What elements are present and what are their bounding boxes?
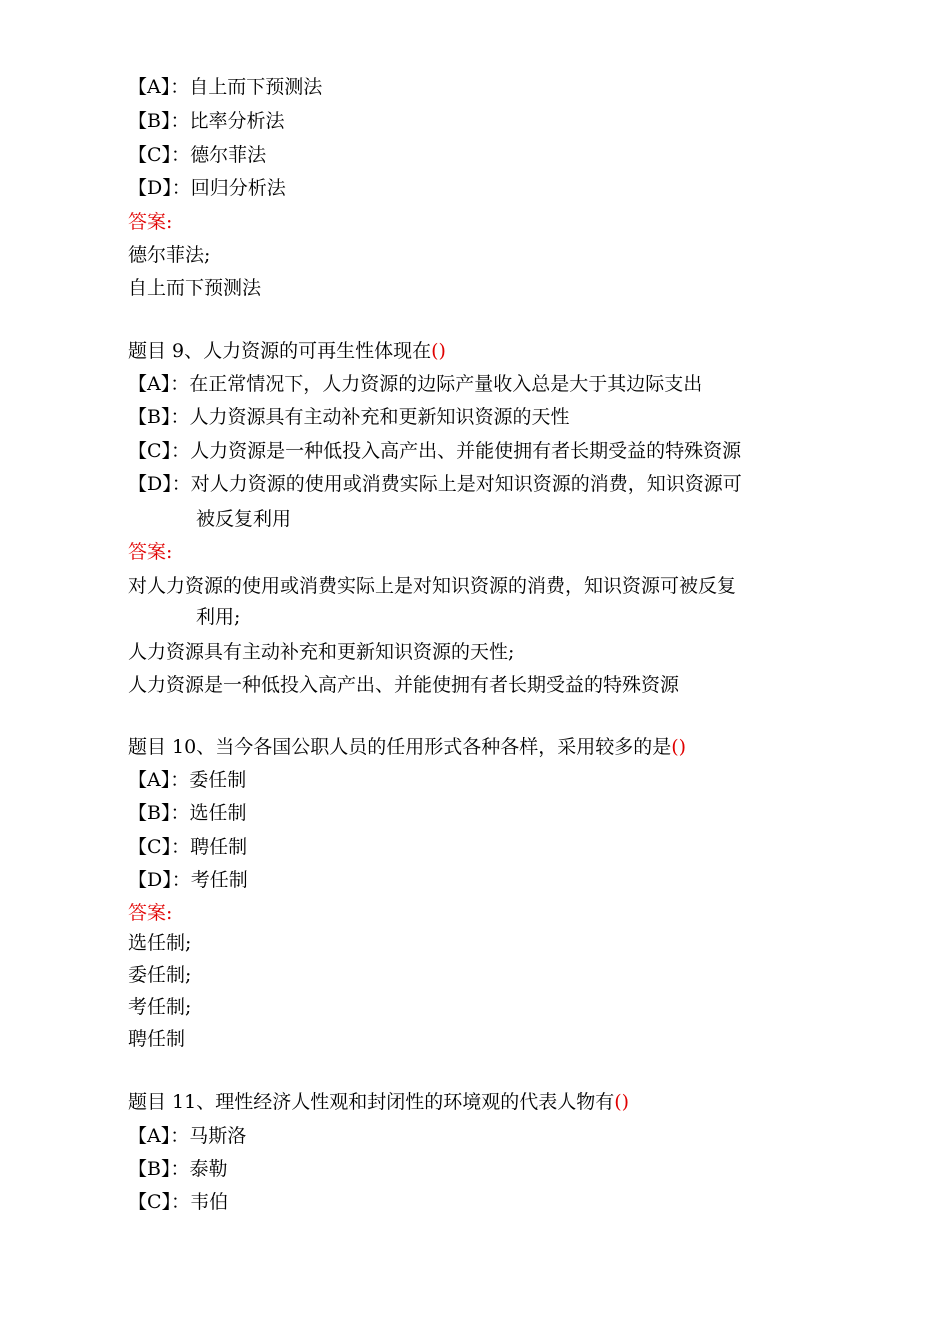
q9-option-a: 【A】：在正常情况下，人力资源的边际产量收入总是大于其边际支出 bbox=[128, 373, 703, 395]
q8-option-d: 【D】：回归分析法 bbox=[128, 177, 286, 199]
q10-stem: 题目 10、当今各国公职人员的任用形式各种各样，采用较多的是() bbox=[128, 736, 687, 758]
q9-answer-paren: () bbox=[431, 340, 446, 362]
q8-option-c: 【C】：德尔菲法 bbox=[128, 144, 267, 166]
q9-option-c: 【C】：人力资源是一种低投入高产出、并能使拥有者长期受益的特殊资源 bbox=[128, 440, 742, 462]
q9-answer-1-continued: 利用; bbox=[196, 606, 241, 628]
q11-option-b: 【B】：泰勒 bbox=[128, 1158, 228, 1180]
q8-option-b: 【B】：比率分析法 bbox=[128, 110, 285, 132]
q9-option-d: 【D】：对人力资源的使用或消费实际上是对知识资源的消费，知识资源可 bbox=[128, 473, 742, 495]
q8-answer-label: 答案: bbox=[128, 211, 173, 233]
q9-stem: 题目 9、人力资源的可再生性体现在() bbox=[128, 340, 446, 362]
q11-option-a: 【A】：马斯洛 bbox=[128, 1125, 247, 1147]
q9-option-b: 【B】：人力资源具有主动补充和更新知识资源的天性 bbox=[128, 406, 570, 428]
q8-option-a: 【A】：自上而下预测法 bbox=[128, 76, 323, 98]
q9-answer-label: 答案: bbox=[128, 541, 173, 563]
q9-answer-1: 对人力资源的使用或消费实际上是对知识资源的消费，知识资源可被反复 bbox=[128, 575, 737, 597]
q10-answer-paren: () bbox=[671, 736, 687, 758]
q10-answer-2: 委任制; bbox=[128, 964, 192, 986]
q11-stem: 题目 11、理性经济人性观和封闭性的环境观的代表人物有() bbox=[128, 1091, 630, 1113]
q10-answer-4: 聘任制 bbox=[128, 1028, 186, 1050]
q10-option-c: 【C】：聘任制 bbox=[128, 836, 248, 858]
q10-answer-label: 答案: bbox=[128, 902, 173, 924]
q9-option-d-continued: 被反复利用 bbox=[196, 508, 292, 530]
q8-answer-1: 德尔菲法; bbox=[128, 244, 211, 266]
q10-option-b: 【B】：选任制 bbox=[128, 802, 247, 824]
q10-option-a: 【A】：委任制 bbox=[128, 769, 247, 791]
q11-answer-paren: () bbox=[614, 1091, 630, 1113]
q9-answer-3: 人力资源是一种低投入高产出、并能使拥有者长期受益的特殊资源 bbox=[128, 674, 680, 696]
q10-answer-1: 选任制; bbox=[128, 932, 192, 954]
q8-answer-2: 自上而下预测法 bbox=[128, 277, 262, 299]
q9-answer-2: 人力资源具有主动补充和更新知识资源的天性; bbox=[128, 641, 515, 663]
q11-option-c: 【C】：韦伯 bbox=[128, 1191, 229, 1213]
q10-answer-3: 考任制; bbox=[128, 996, 192, 1018]
q10-option-d: 【D】：考任制 bbox=[128, 869, 248, 891]
